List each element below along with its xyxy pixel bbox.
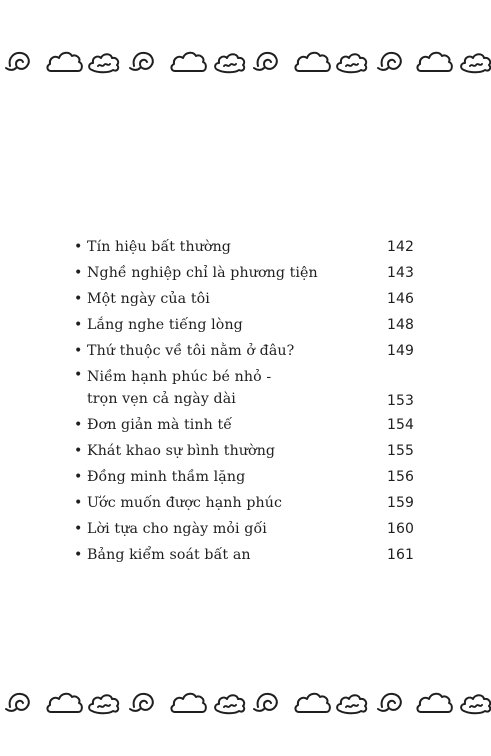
squiggle-cloud-icon — [461, 54, 490, 72]
cloud-icon — [417, 53, 451, 71]
toc-item — [74, 312, 414, 338]
toc-page: 159 — [386, 495, 414, 511]
toc-item — [74, 338, 414, 364]
bullet: • — [74, 265, 83, 281]
toc-title: Nghề nghiệp chỉ là phương tiện — [87, 265, 318, 281]
swirl-icon — [254, 694, 277, 711]
cloud-icon — [47, 53, 81, 71]
squiggle-cloud-icon — [337, 695, 366, 713]
toc-item — [74, 516, 414, 542]
toc-page: 153 — [386, 393, 414, 409]
swirl-icon — [378, 694, 401, 711]
toc-title: Tín hiệu bất thường — [87, 239, 231, 255]
toc-page: 156 — [386, 469, 414, 485]
squiggle-cloud-icon — [89, 695, 118, 713]
bullet: • — [74, 547, 83, 563]
cloud-icon — [295, 694, 329, 712]
bullet: • — [74, 239, 83, 255]
toc-page: 155 — [386, 443, 414, 459]
bullet: • — [74, 495, 83, 511]
toc-item — [74, 260, 414, 286]
bullet: • — [74, 291, 83, 307]
toc-page: 143 — [386, 265, 414, 281]
bottom-cloud-border-svg — [0, 683, 491, 723]
toc-item — [74, 286, 414, 312]
cloud-icon — [417, 694, 451, 712]
toc-page: 142 — [386, 239, 414, 255]
toc-title: Khát khao sự bình thường — [87, 443, 276, 459]
cloud-icon — [171, 53, 205, 71]
swirl-icon — [378, 53, 401, 70]
toc-item — [74, 464, 414, 490]
bullet: • — [74, 443, 83, 459]
swirl-icon — [6, 694, 29, 711]
swirl-icon — [254, 53, 277, 70]
toc-title: Đơn giản mà tinh tế — [87, 417, 233, 433]
toc-title: Lời tựa cho ngày mỏi gối — [87, 521, 267, 537]
swirl-icon — [6, 53, 29, 70]
cloud-icon — [47, 694, 81, 712]
toc-page: 149 — [386, 343, 414, 359]
toc-page: 161 — [386, 547, 414, 563]
bottom-cloud-border — [0, 683, 491, 723]
toc-item — [74, 234, 414, 260]
bullet: • — [74, 521, 83, 537]
toc-title: Đồng minh thầm lặng — [87, 469, 246, 485]
top-cloud-border-svg — [0, 42, 491, 82]
toc-title-continuation: trọn vẹn cả ngày dài — [87, 391, 236, 407]
toc-title: Niềm hạnh phúc bé nhỏ - — [87, 369, 272, 385]
squiggle-cloud-icon — [215, 54, 244, 72]
toc-title: Bảng kiểm soát bất an — [87, 547, 251, 563]
toc-page: 148 — [386, 317, 414, 333]
squiggle-cloud-icon — [337, 54, 366, 72]
bullet: • — [74, 317, 83, 333]
toc-item — [74, 438, 414, 464]
toc-item — [74, 364, 414, 412]
toc-page: 154 — [386, 417, 414, 433]
toc-page: 160 — [386, 521, 414, 537]
toc-title: Ước muốn được hạnh phúc — [87, 495, 283, 511]
squiggle-cloud-icon — [461, 695, 490, 713]
cloud-icon — [171, 694, 205, 712]
squiggle-cloud-icon — [89, 54, 118, 72]
swirl-icon — [130, 53, 153, 70]
top-cloud-border — [0, 42, 491, 82]
bullet: • — [74, 367, 83, 383]
bullet: • — [74, 343, 83, 359]
swirl-icon — [130, 694, 153, 711]
toc-item — [74, 490, 414, 516]
cloud-icon — [295, 53, 329, 71]
table-of-contents — [74, 234, 414, 568]
toc-title: Thứ thuộc về tôi nằm ở đâu? — [87, 343, 295, 359]
toc-title: Lắng nghe tiếng lòng — [87, 317, 243, 333]
toc-item — [74, 412, 414, 438]
toc-title: Một ngày của tôi — [87, 291, 210, 307]
toc-item — [74, 542, 414, 568]
bullet: • — [74, 469, 83, 485]
squiggle-cloud-icon — [215, 695, 244, 713]
bullet: • — [74, 417, 83, 433]
toc-page: 146 — [386, 291, 414, 307]
